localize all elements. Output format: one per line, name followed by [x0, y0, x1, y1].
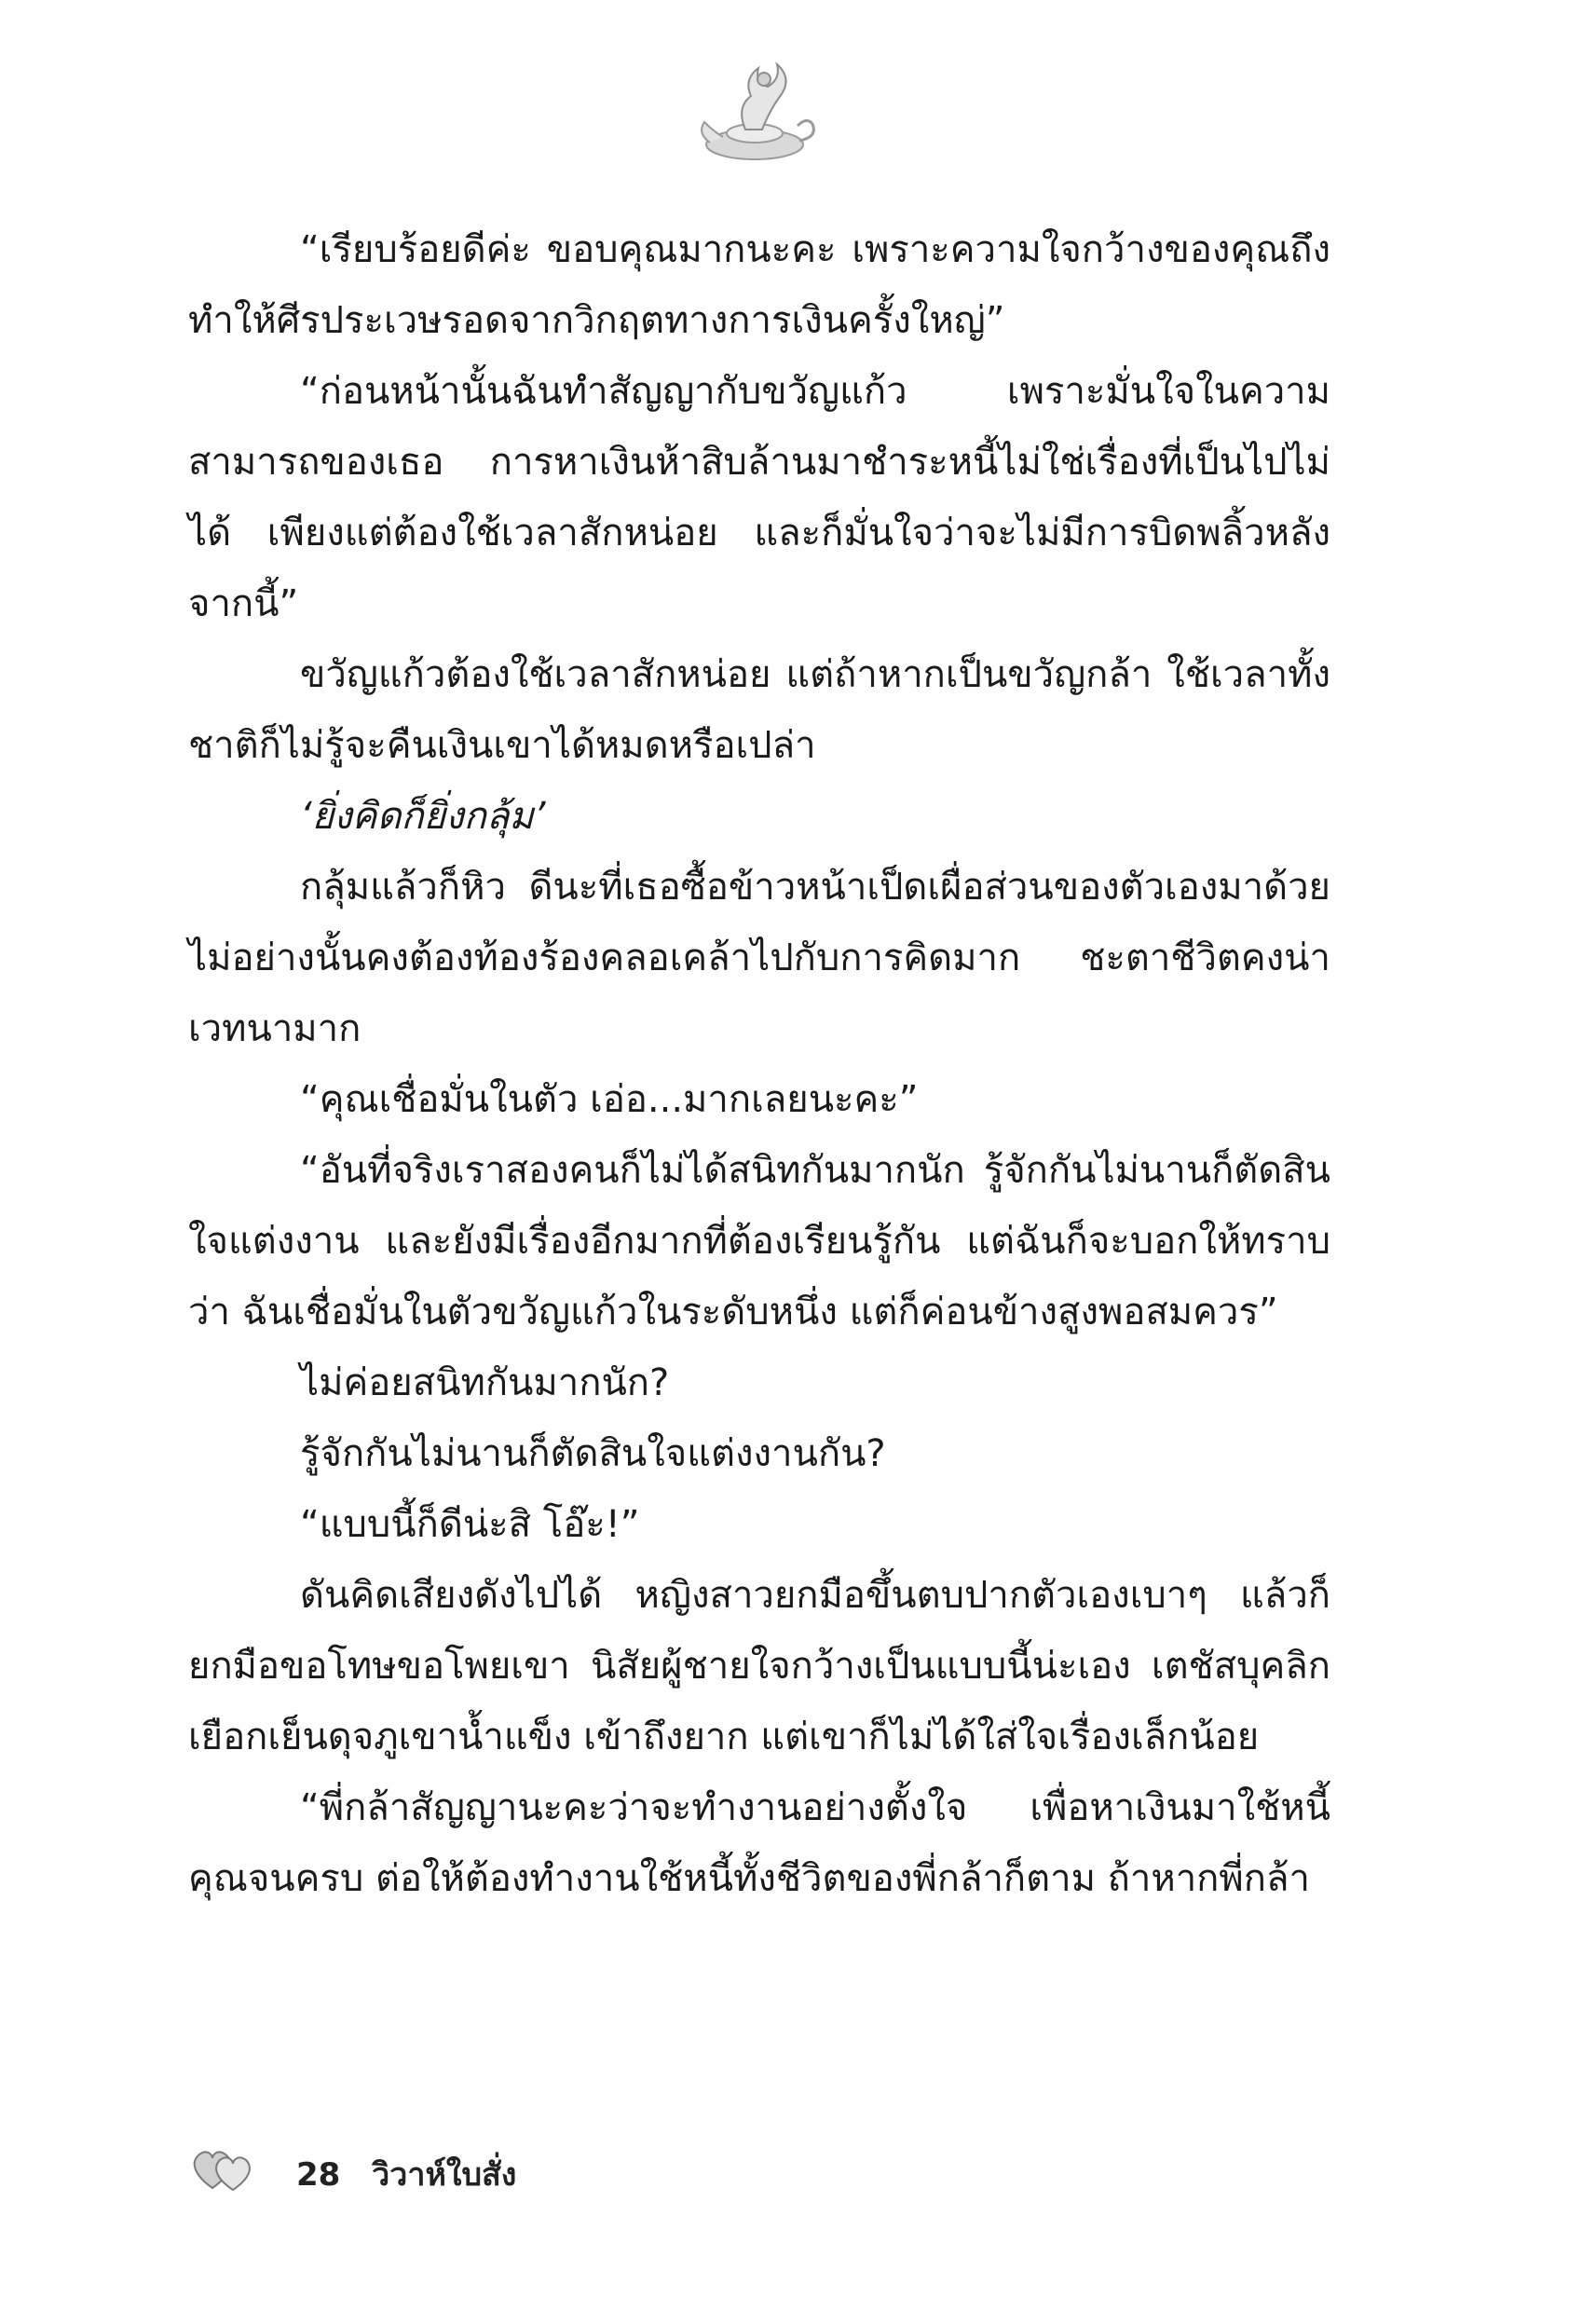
paragraph: “พี่กล้าสัญญานะคะว่าจะทำงานอย่างตั้งใจ เพื่อหาเงินมาใช้หนี้คุณจนครบ ต่อให้ต้องทำงานใช้หนี้ทั้งชีวิตของพี่กล้าก็ตาม ถ้าหากพี่กล้า: [188, 1786, 1330, 1900]
paragraph: รู้จักกันไม่นานก็ตัดสินใจแต่งงานกัน?: [300, 1432, 886, 1475]
body-text: [188, 214, 1330, 1914]
paragraph: “อันที่จริงเราสองคนก็ไม่ได้สนิทกันมากนัก รู้จักกันไม่นานก็ตัดสินใจแต่งงาน และยังมีเรื่องอีกมากที่ต้องเรียนรู้กัน แต่ฉันก็จะบอกให้ทราบว่า ฉันเชื่อมั่นในตัวขวัญแก้วในระดับหนึ่ง แต่ก็ค่อนข้างสูงพอสมควร”: [188, 1149, 1330, 1333]
paragraph: “แบบนี้ก็ดีน่ะสิ โอ๊ะ!”: [300, 1503, 640, 1546]
paragraph: “ก่อนหน้านั้นฉันทำสัญญากับขวัญแก้ว เพราะมั่นใจในความสามารถของเธอ การหาเงินห้าสิบล้านมาชำระหนี้ไม่ใช่เรื่องที่เป็นไปไม่ได้ เพียงแต่ต้องใช้เวลาสักหน่อย และก็มั่นใจว่าจะไม่มีการบิดพลิ้วหลังจากนี้”: [188, 370, 1330, 625]
paragraph: “เรียบร้อยดีค่ะ ขอบคุณมากนะคะ เพราะความใจกว้างของคุณถึงทำให้ศีรประเวษรอดจากวิกฤตทางการเงินครั้งใหญ่”: [188, 228, 1330, 342]
book-title: วิวาห์ใบสั่ง: [372, 2156, 517, 2194]
paragraph: กลุ้มแล้วก็หิว ดีนะที่เธอซื้อข้าวหน้าเป็ดเผื่อส่วนของตัวเองมาด้วย ไม่อย่างนั้นคงต้องท้องร้องคลอเคล้าไปกับการคิดมาก ชะตาชีวิตคงน่าเวทนามาก: [188, 866, 1330, 1050]
paragraph: ขวัญแก้วต้องใช้เวลาสักหน่อย แต่ถ้าหากเป็นขวัญกล้า ใช้เวลาทั้งชาติก็ไม่รู้จะคืนเงินเขาได้หมดหรือเปล่า: [188, 653, 1330, 767]
paragraph: “คุณเชื่อมั่นในตัว เอ่อ...มากเลยนะคะ”: [300, 1078, 919, 1121]
double-hearts-icon: [186, 2141, 261, 2197]
italic-thought: ‘ยิ่งคิดก็ยิ่งกลุ้ม’: [300, 795, 546, 838]
genie-lamp-icon: [689, 51, 820, 172]
paragraph: ไม่ค่อยสนิทกันมากนัก?: [300, 1361, 670, 1404]
page-number: 28: [296, 2156, 341, 2194]
paragraph: ดันคิดเสียงดังไปได้ หญิงสาวยกมือขึ้นตบปากตัวเองเบาๆ แล้วก็ยกมือขอโทษขอโพยเขา นิสัยผู้ชายใจกว้างเป็นแบบนี้น่ะเอง เตชัสบุคลิกเยือกเย็นดุจภูเขาน้ำแข็ง เข้าถึงยาก แต่เขาก็ไม่ได้ใส่ใจเรื่องเล็กน้อย: [188, 1574, 1330, 1758]
